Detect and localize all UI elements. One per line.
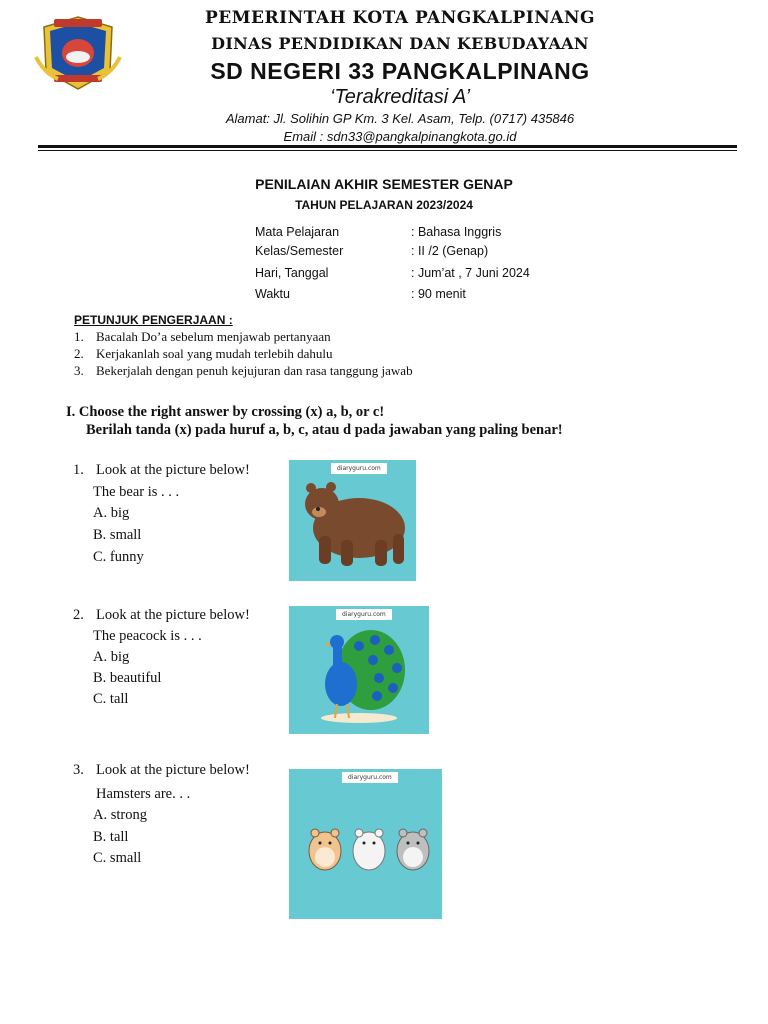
section-instruction-id: Berilah tanda (x) pada huruf a, b, c, atau d pada jawaban yang paling benar! xyxy=(86,422,563,438)
answer-option: C. small xyxy=(93,850,142,866)
bear-picture xyxy=(289,460,416,581)
hamsters-picture xyxy=(289,769,442,919)
info-label: Mata Pelajaran xyxy=(255,225,340,239)
bear-illustration xyxy=(289,460,416,581)
info-value: : II /2 (Genap) xyxy=(411,244,489,258)
header-divider-thin xyxy=(38,150,737,151)
answer-option: C. funny xyxy=(93,549,144,565)
answer-option: B. small xyxy=(93,527,142,543)
question-number: 1. xyxy=(73,462,84,478)
info-label: Kelas/Semester xyxy=(255,244,344,258)
question-number: 2. xyxy=(73,607,84,623)
answer-option: A. big xyxy=(93,649,130,665)
info-value: : Jum’at , 7 Juni 2024 xyxy=(411,266,530,280)
instructions-heading: PETUNJUK PENGERJAAN : xyxy=(74,313,233,327)
picture-watermark: diaryguru.com xyxy=(331,463,387,474)
header-email: Email : sdn33@pangkalpinangkota.go.id xyxy=(283,129,517,144)
instruction-item xyxy=(74,346,332,362)
answer-option: A. big xyxy=(93,505,130,521)
picture-watermark: diaryguru.com xyxy=(342,772,398,783)
hamsters-illustration xyxy=(289,769,442,919)
question-prompt: Look at the picture below! xyxy=(96,762,250,778)
question-number: 3. xyxy=(73,762,84,778)
instruction-text: Bekerjalah dengan penuh kejujuran dan rasa tanggung jawab xyxy=(96,363,413,378)
exam-year: TAHUN PELAJARAN 2023/2024 xyxy=(295,198,473,212)
info-value: : Bahasa Inggris xyxy=(411,225,502,239)
question-stem: The peacock is . . . xyxy=(93,628,202,644)
section-instruction-en: I. Choose the right answer by crossing (x) a, b, or c! xyxy=(66,404,385,420)
info-value: : 90 menit xyxy=(411,287,466,301)
instruction-item xyxy=(74,329,331,345)
question-prompt: Look at the picture below! xyxy=(96,462,250,478)
answer-option: C. tall xyxy=(93,691,129,707)
peacock-picture xyxy=(289,606,429,734)
school-logo xyxy=(34,13,122,93)
header-school-name: SD NEGERI 33 PANGKALPINANG xyxy=(210,58,590,84)
header-divider xyxy=(38,145,737,148)
instruction-item xyxy=(74,363,413,379)
instruction-number: 2. xyxy=(74,346,84,361)
header-address: Alamat: Jl. Solihin GP Km. 3 Kel. Asam, Telp. (0717) 435846 xyxy=(225,111,575,126)
answer-option: A. strong xyxy=(93,807,147,823)
header-accreditation: ‘Terakreditasi A’ xyxy=(329,86,471,108)
question-stem: The bear is . . . xyxy=(93,484,180,500)
peacock-illustration xyxy=(289,606,429,734)
question-prompt: Look at the picture below! xyxy=(96,607,250,623)
instruction-number: 1. xyxy=(74,329,84,344)
info-label: Hari, Tanggal xyxy=(255,266,329,280)
header-government: PEMERINTAH KOTA PANGKALPINANG xyxy=(204,8,596,28)
exam-title: PENILAIAN AKHIR SEMESTER GENAP xyxy=(255,176,513,192)
info-label: Waktu xyxy=(255,287,290,301)
header-department: DINAS PENDIDIKAN DAN KEBUDAYAAN xyxy=(211,34,589,53)
answer-option: B. beautiful xyxy=(93,670,162,686)
answer-option: B. tall xyxy=(93,829,129,845)
question-stem: Hamsters are. . . xyxy=(96,786,191,802)
instruction-text: Bacalah Do’a sebelum menjawab pertanyaan xyxy=(96,329,331,344)
picture-watermark: diaryguru.com xyxy=(336,609,392,620)
instruction-text: Kerjakanlah soal yang mudah terlebih dahulu xyxy=(96,346,333,361)
instruction-number: 3. xyxy=(74,363,84,378)
